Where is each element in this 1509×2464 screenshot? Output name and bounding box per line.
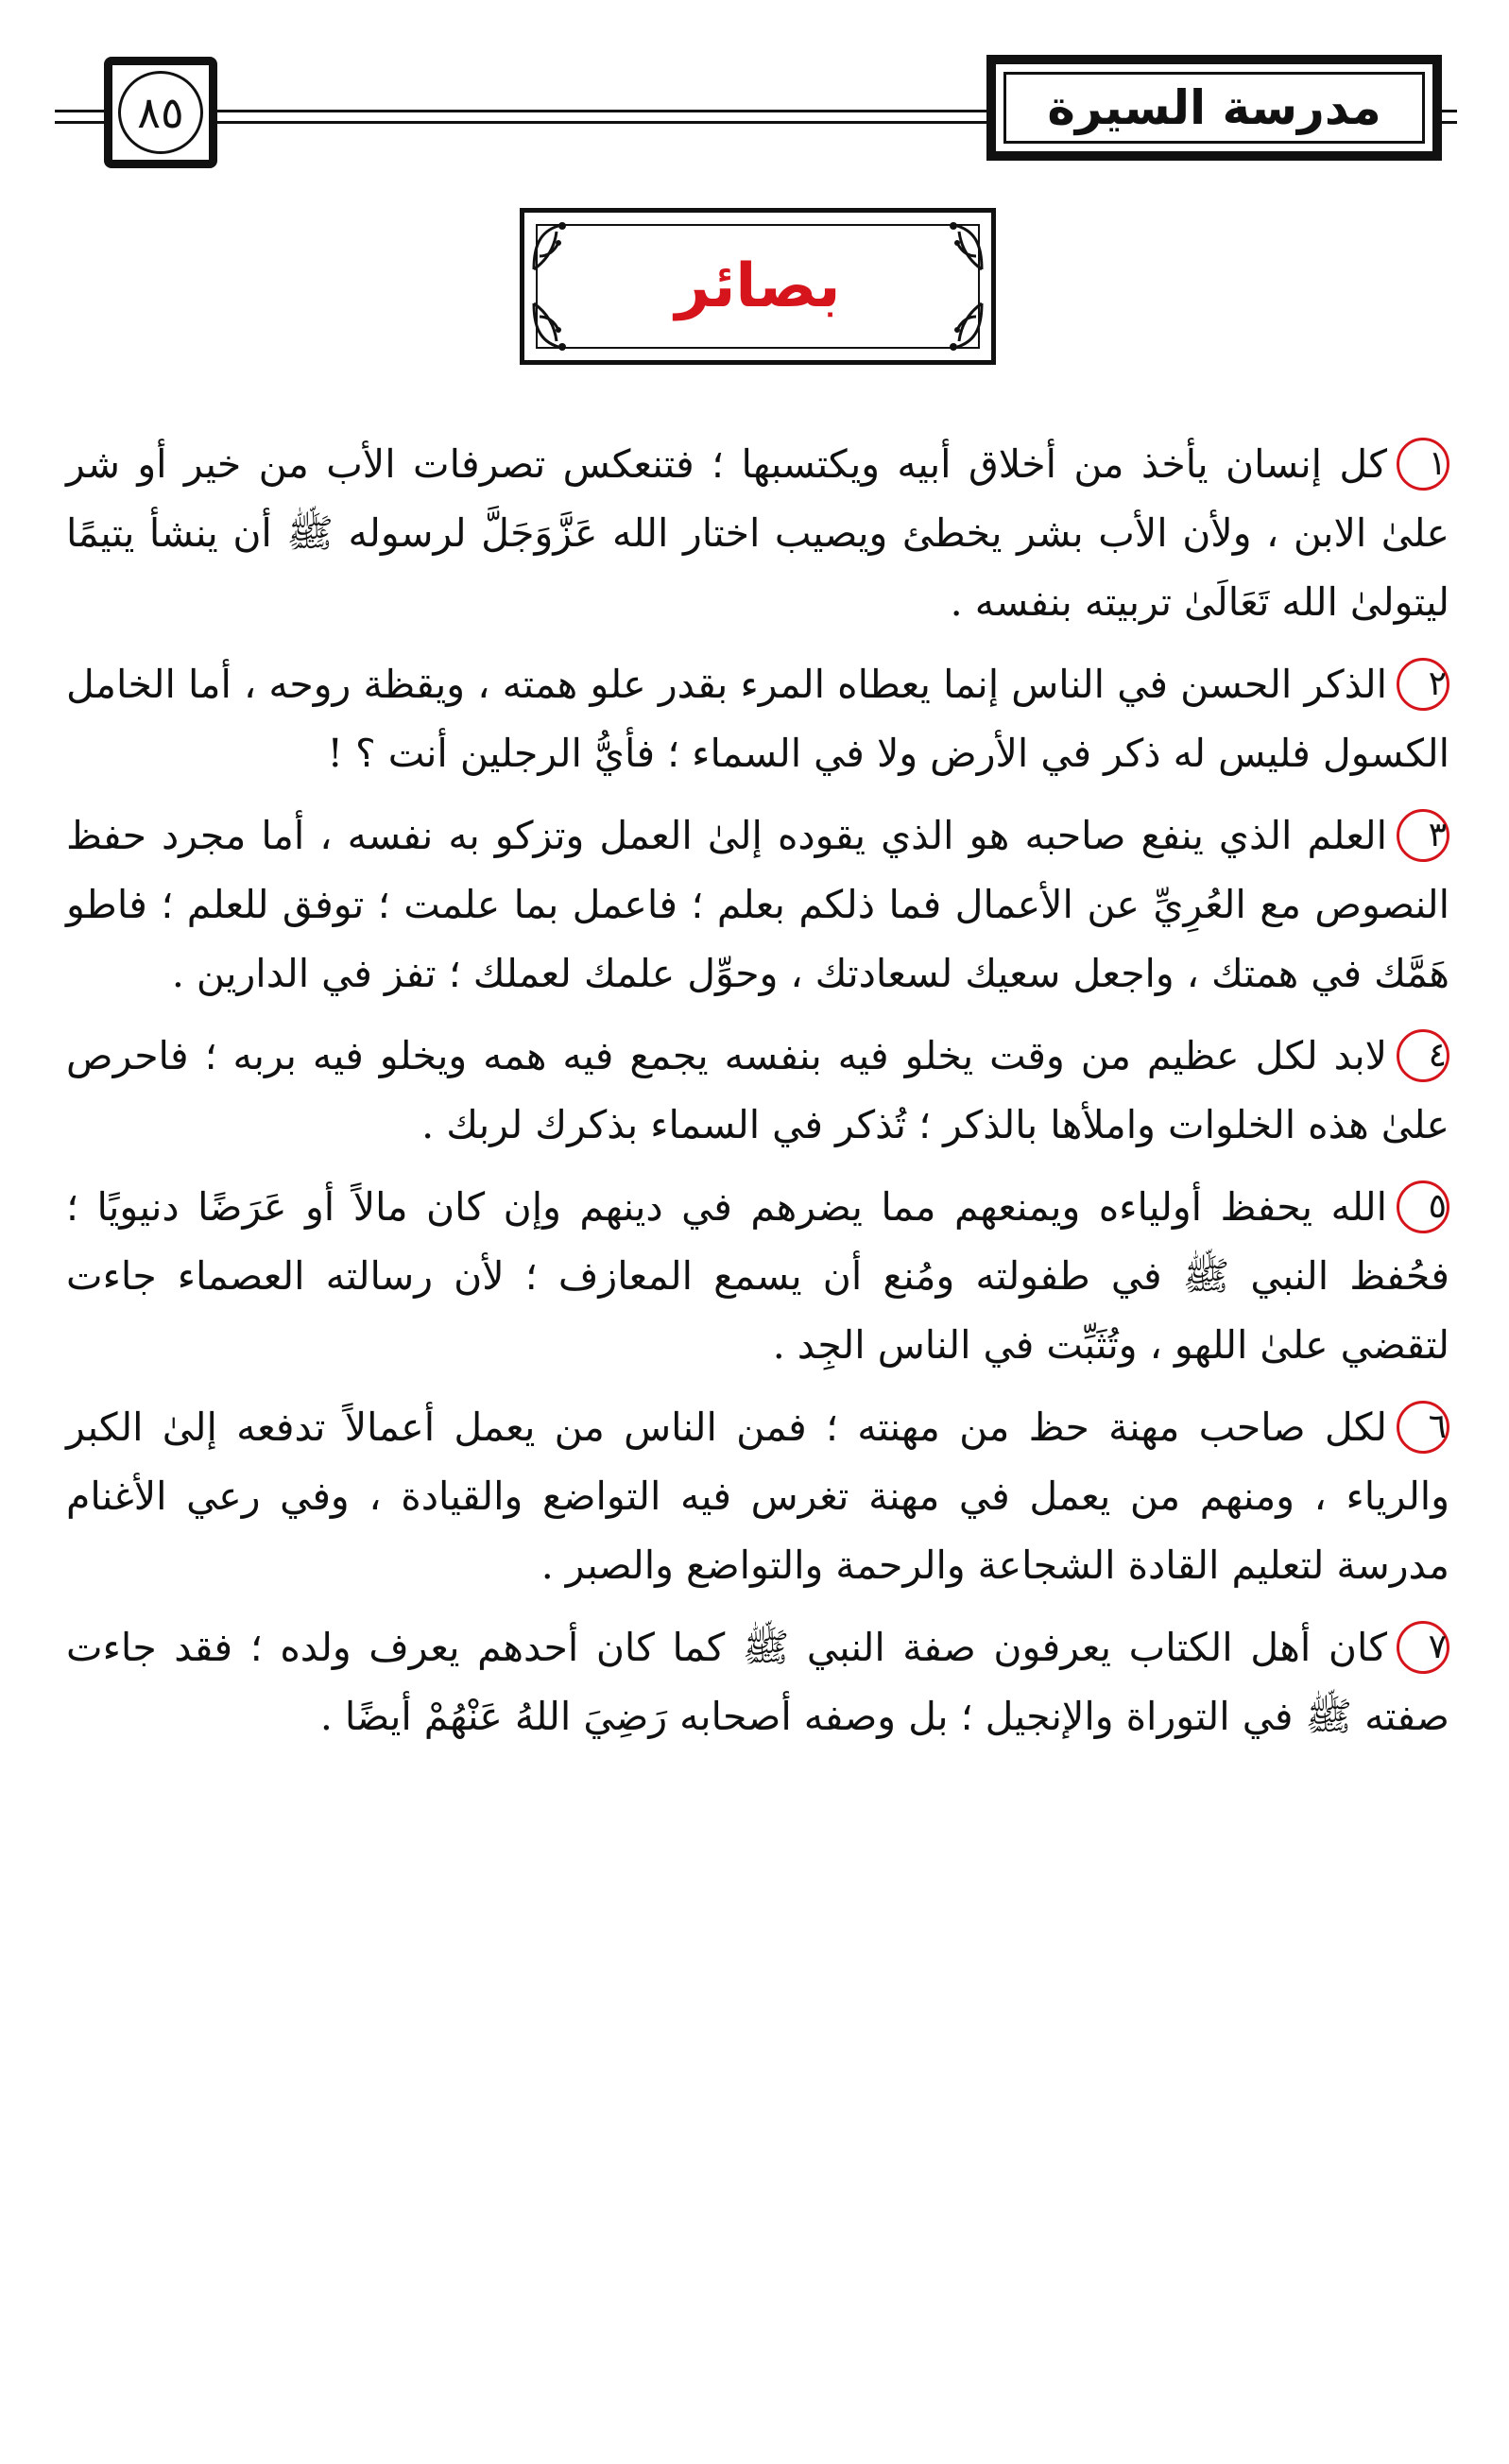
paragraph-text: العلم الذي ينفع صاحبه هو الذي يقوده إلىٰ العمل وتزكو به نفسه ، أما مجرد حفظ النصوص مع العُرِيِّ عن الأعمال فما ذلكم بعلم ؛ فاعمل بما علمت ؛ توفق للعلم ؛ فاطو هَمَّك في همتك ، واجعل سعيك لسعادتك ، وحوِّل علمك لعملك ؛ تفز في الدارين . [66, 813, 1449, 996]
paragraph-number-badge: ٦ [1397, 1401, 1449, 1454]
paragraph-number-badge: ٤ [1397, 1029, 1449, 1082]
paragraph-text: لابد لكل عظيم من وقت يخلو فيه بنفسه يجمع فيه همه ويخلو فيه بربه ؛ فاحرص علىٰ هذه الخلوات واملأها بالذكر ؛ تُذكر في السماء بذكرك لربك . [66, 1033, 1449, 1147]
paragraph-text: كل إنسان يأخذ من أخلاق أبيه ويكتسبها ؛ فتنعكس تصرفات الأب من خير أو شر علىٰ الابن ، ولأن الأب بشر يخطئ ويصيب اختار الله عَزَّوَجَلَّ لرسوله ﷺ أن ينشأ يتيمًا ليتولىٰ الله تَعَالَىٰ تربيته بنفسه . [66, 441, 1449, 625]
paragraph-text: كان أهل الكتاب يعرفون صفة النبي ﷺ كما كان أحدهم يعرف ولده ؛ فقد جاءت صفته ﷺ في التوراة والإنجيل ؛ بل وصفه أصحابه رَضِيَ اللهُ عَنْهُمْ أيضًا . [66, 1625, 1449, 1739]
page-body [66, 430, 1449, 1765]
paragraph-number-badge: ٧ [1397, 1621, 1449, 1674]
paragraph-4 [66, 1022, 1449, 1160]
paragraph-3 [66, 801, 1449, 1008]
paragraph-7 [66, 1613, 1449, 1751]
paragraph-text: الذكر الحسن في الناس إنما يعطاه المرء بقدر علو همته ، ويقظة روحه ، أما الخامل الكسول فليس له ذكر في الأرض ولا في السماء ؛ فأيُّ الرجلين أنت ؟ ! [66, 662, 1449, 776]
section-title: بصائر [675, 251, 841, 321]
paragraph-6 [66, 1393, 1449, 1600]
paragraph-number-badge: ٣ [1397, 809, 1449, 862]
running-title: مدرسة السيرة [1003, 72, 1425, 144]
section-title-inner-frame [536, 224, 980, 349]
paragraph-number-badge: ٥ [1397, 1180, 1449, 1233]
paragraph-1 [66, 430, 1449, 637]
paragraph-5 [66, 1173, 1449, 1380]
running-header [0, 0, 1509, 189]
paragraph-number-badge: ١ [1397, 438, 1449, 491]
paragraph-number-badge: ٢ [1397, 658, 1449, 711]
running-title-frame [986, 55, 1442, 161]
paragraph-text: لكل صاحب مهنة حظ من مهنته ؛ فمن الناس من يعمل أعمالاً تدفعه إلىٰ الكبر والرياء ، ومنهم من يعمل في مهنة تغرس فيه التواضع والقيادة ، وفي رعي الأغنام مدرسة لتعليم القادة الشجاعة والرحمة والتواضع والصبر . [66, 1404, 1449, 1588]
paragraph-2 [66, 650, 1449, 788]
page-number: ٨٥ [118, 71, 203, 154]
section-title-frame [520, 208, 996, 365]
page-number-frame [104, 57, 217, 168]
paragraph-text: الله يحفظ أولياءه ويمنعهم مما يضرهم في دينهم وإن كان مالاً أو عَرَضًا دنيويًا ؛ فحُفظ النبي ﷺ في طفولته ومُنع أن يسمع المعازف ؛ لأن رسالته العصماء جاءت لتقضي علىٰ اللهو ، وتُثَبِّت في الناس الجِد . [66, 1184, 1449, 1368]
